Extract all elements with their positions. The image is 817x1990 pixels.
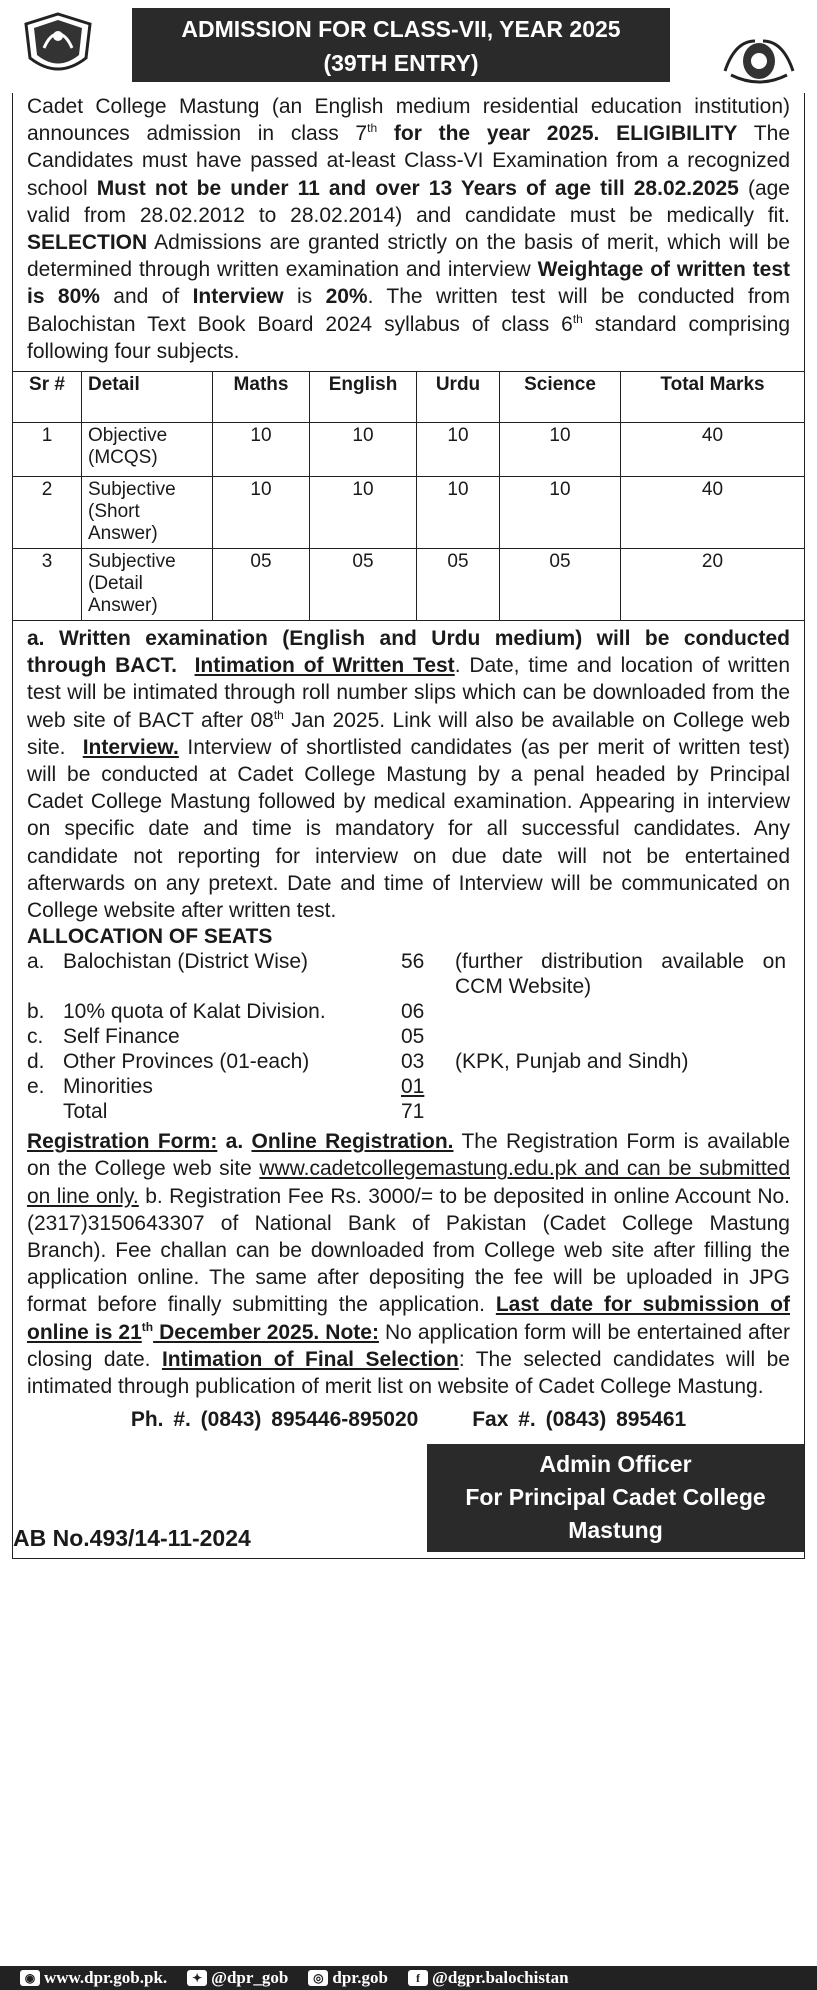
superscript: th <box>273 707 284 722</box>
cell-sr: 3 <box>13 549 82 621</box>
marks-table <box>12 371 805 621</box>
footer-instagram-text: dpr.gob <box>332 1968 388 1987</box>
cell-english: 10 <box>310 423 417 477</box>
eligibility-label: ELIGIBILITY <box>616 122 738 146</box>
cell-sr: 1 <box>13 423 82 477</box>
table-row <box>13 549 805 621</box>
cell-urdu: 10 <box>417 423 500 477</box>
twitter-icon: ✦ <box>187 1970 207 1986</box>
superscript: th <box>141 1319 154 1334</box>
footer-twitter[interactable] <box>187 1968 288 1988</box>
test-text: . The written test will be conducted from Balochistan Text Book Board 2024 syllabus of class 6 <box>27 285 790 336</box>
last-date-label: Last date for submission of online is 21 <box>27 1293 790 1344</box>
age-text: (age valid from 28.02.2012 to 28.02.2014) and candidate must be medically fit. <box>27 176 790 227</box>
government-emblem-logo <box>721 26 797 96</box>
cell-science: 10 <box>500 477 621 549</box>
cell-maths: 10 <box>213 477 310 549</box>
connector-text: and of <box>99 285 193 309</box>
allocation-seats: 56 <box>401 950 425 974</box>
allocation-total-row <box>27 1099 790 1124</box>
col-total: Total Marks <box>621 372 805 423</box>
cell-sr: 2 <box>13 477 82 549</box>
phone-number: Ph. #. (0843) 895446-895020 <box>130 1408 419 1432</box>
selection-text: Admissions are granted strictly on the basis of merit, which will be determined through written examination and interview <box>27 231 790 282</box>
signature-line-1: Admin Officer <box>539 1451 692 1478</box>
table-header-row <box>13 372 805 423</box>
globe-icon: ◉ <box>20 1970 40 1986</box>
signature-area <box>13 1432 804 1552</box>
cell-maths: 05 <box>213 549 310 621</box>
footer-instagram[interactable] <box>308 1968 388 1988</box>
allocation-letter: a. <box>27 950 45 974</box>
superscript: th <box>572 311 583 326</box>
details-box <box>12 620 805 1559</box>
allocation-row <box>27 1024 790 1049</box>
allocation-note <box>455 1074 790 1099</box>
allocation-row <box>27 949 790 999</box>
col-sr: Sr # <box>13 372 82 423</box>
cell-detail: Subjective (Detail Answer) <box>82 549 213 621</box>
eligibility-text: The Candidates must have passed at-least Class-VI Examination from a recognized school <box>27 122 790 200</box>
table-row <box>13 477 805 549</box>
col-science: Science <box>500 372 621 423</box>
cell-total: 40 <box>621 477 805 549</box>
connector-text: is <box>283 285 326 309</box>
interview-word: Interview <box>192 285 284 309</box>
col-maths: Maths <box>213 372 310 423</box>
final-selection-text: : The selected candidates will be intimated through publication of merit list on website of Cadet College Mastung. <box>27 1347 790 1399</box>
interview-label: Interview. <box>82 735 179 759</box>
intro-box <box>12 93 805 372</box>
final-selection-label: Intimation of Final Selection <box>161 1347 459 1371</box>
cell-urdu: 10 <box>417 477 500 549</box>
allocation-seats: 01 <box>401 1075 425 1099</box>
interview-percent: 20% <box>325 285 368 309</box>
interview-text: Interview of shortlisted candidates (as per merit of written test) will be conducted at Cadet College Mastung by a penal headed by Principal Cadet College Mastung followed by medical examination. Appearing in interview on specific date and time is mandatory for all successful candidates. Any candidate not reporting for interview on due date will not be entertained afterwards on any pretext. Date and time of Interview will be communicated on College website after written test. <box>27 735 790 923</box>
title-banner <box>132 8 670 82</box>
cell-total: 20 <box>621 549 805 621</box>
signature-block <box>427 1444 804 1552</box>
footer-facebook[interactable] <box>408 1968 569 1988</box>
allocation-name: Minorities <box>63 1075 153 1099</box>
cell-science: 10 <box>500 423 621 477</box>
registration-a: a. <box>217 1130 252 1154</box>
allocation-seats: 71 <box>401 1100 425 1124</box>
footer-web-text: www.dpr.gob.pk. <box>44 1968 168 1987</box>
col-detail: Detail <box>82 372 213 423</box>
intimation-text: . Date, time and location of written test will be intimated through roll number slips which can be downloaded from the web site of BACT after 08 <box>27 654 790 732</box>
contact-line <box>13 1408 804 1432</box>
cell-english: 10 <box>310 477 417 549</box>
allocation-note <box>455 1024 790 1049</box>
intimation-text-end: Jan 2025. Link will also be available on College web site. <box>27 708 790 759</box>
allocation-seats: 06 <box>401 1000 425 1024</box>
registration-label: Registration Form: <box>27 1130 218 1154</box>
online-registration-text: The Registration Form is available on the College web site <box>27 1130 790 1181</box>
test-text-end: standard comprising following four subjects. <box>27 312 790 363</box>
footer-web[interactable] <box>20 1968 167 1988</box>
footer-bar <box>0 1966 817 1990</box>
allocation-letter: e. <box>27 1075 45 1099</box>
cell-total: 40 <box>621 423 805 477</box>
allocation-note: (KPK, Punjab and Sindh) <box>455 1050 689 1074</box>
col-english: English <box>310 372 417 423</box>
allocation-name: 10% quota of Kalat Division. <box>63 1000 326 1024</box>
allocation-heading: ALLOCATION OF SEATS <box>27 925 273 949</box>
cell-detail: Subjective (Short Answer) <box>82 477 213 549</box>
cell-maths: 10 <box>213 423 310 477</box>
instagram-icon: ◎ <box>308 1970 328 1986</box>
allocation-seats: 03 <box>401 1050 425 1074</box>
allocation-note: (further distribution available on CCM Website) <box>455 950 786 999</box>
allocation-row <box>27 1074 790 1099</box>
signature-line-2: For Principal Cadet College <box>465 1484 766 1511</box>
signature-line-3: Mastung <box>568 1517 663 1544</box>
allocation-name: Balochistan (District Wise) <box>63 950 309 974</box>
weightage-text: Weightage of written test is 80% <box>27 258 790 309</box>
allocation-name: Total <box>63 1100 108 1124</box>
cell-english: 05 <box>310 549 417 621</box>
intro-text: Cadet College Mastung (an English medium residential education institution) announces admission in class 7 <box>27 95 790 146</box>
allocation-letter: b. <box>27 1000 45 1024</box>
allocation-letter: c. <box>27 1025 44 1049</box>
header <box>12 6 805 94</box>
college-website-link[interactable]: www.cadetcollegemastung.edu.pk <box>259 1157 577 1181</box>
allocation-name: Other Provinces (01-each) <box>63 1050 310 1074</box>
advertisement <box>12 6 805 1559</box>
footer-facebook-text: @dgpr.balochistan <box>432 1968 569 1987</box>
intro-paragraph <box>27 93 790 365</box>
college-crest-logo <box>20 10 96 80</box>
footer-twitter-text: @dpr_gob <box>211 1968 289 1987</box>
allocation-note <box>455 999 790 1024</box>
selection-label: SELECTION <box>27 231 148 255</box>
allocation-note <box>455 1099 790 1124</box>
facebook-icon: f <box>408 1970 428 1986</box>
ab-number: AB No.493/14-11-2024 <box>13 1525 251 1552</box>
cell-science: 05 <box>500 549 621 621</box>
submit-online-text: and can be submitted on line only. <box>27 1157 791 1208</box>
note-text: No application form will be entertained after closing date. <box>27 1320 790 1371</box>
allocation-name: Self Finance <box>63 1025 180 1049</box>
fee-text: b. Registration Fee Rs. 3000/= to be deposited in online Account No. (2317)3150643307 of National Bank of Pakistan (Cadet College Mastung Branch). Fee challan can be downloaded from College web site after filling the application online. The same after depositing the fee will be uploaded in JPG format before finally submitting the application. <box>27 1184 790 1317</box>
allocation-row <box>27 999 790 1024</box>
registration-paragraph <box>27 1128 790 1400</box>
intimation-label: Intimation of Written Test <box>194 654 455 678</box>
fax-number: Fax #. (0843) 895461 <box>472 1408 687 1432</box>
written-exam-heading: a. Written examination (English and Urdu medium) will be conducted through BACT. <box>27 627 790 678</box>
last-date-end: December 2025. Note: <box>153 1320 379 1344</box>
table-row <box>13 423 805 477</box>
written-exam-paragraph <box>27 625 790 924</box>
title-line-1: ADMISSION FOR CLASS-VII, YEAR 2025 <box>181 16 621 42</box>
allocation-letter: d. <box>27 1050 45 1074</box>
allocation-seats: 05 <box>401 1025 425 1049</box>
allocation-letter <box>27 1099 63 1124</box>
superscript: th <box>367 121 378 136</box>
col-urdu: Urdu <box>417 372 500 423</box>
age-criteria: Must not be under 11 and over 13 Years of age till 28.02.2025 <box>96 176 739 200</box>
allocation-section <box>27 924 790 1124</box>
year-text: for the year 2025. <box>377 122 600 146</box>
cell-urdu: 05 <box>417 549 500 621</box>
allocation-row <box>27 1049 790 1074</box>
online-registration-label: Online Registration. <box>251 1130 454 1154</box>
title-line-2: (39TH ENTRY) <box>323 50 479 76</box>
cell-detail: Objective (MCQS) <box>82 423 213 477</box>
